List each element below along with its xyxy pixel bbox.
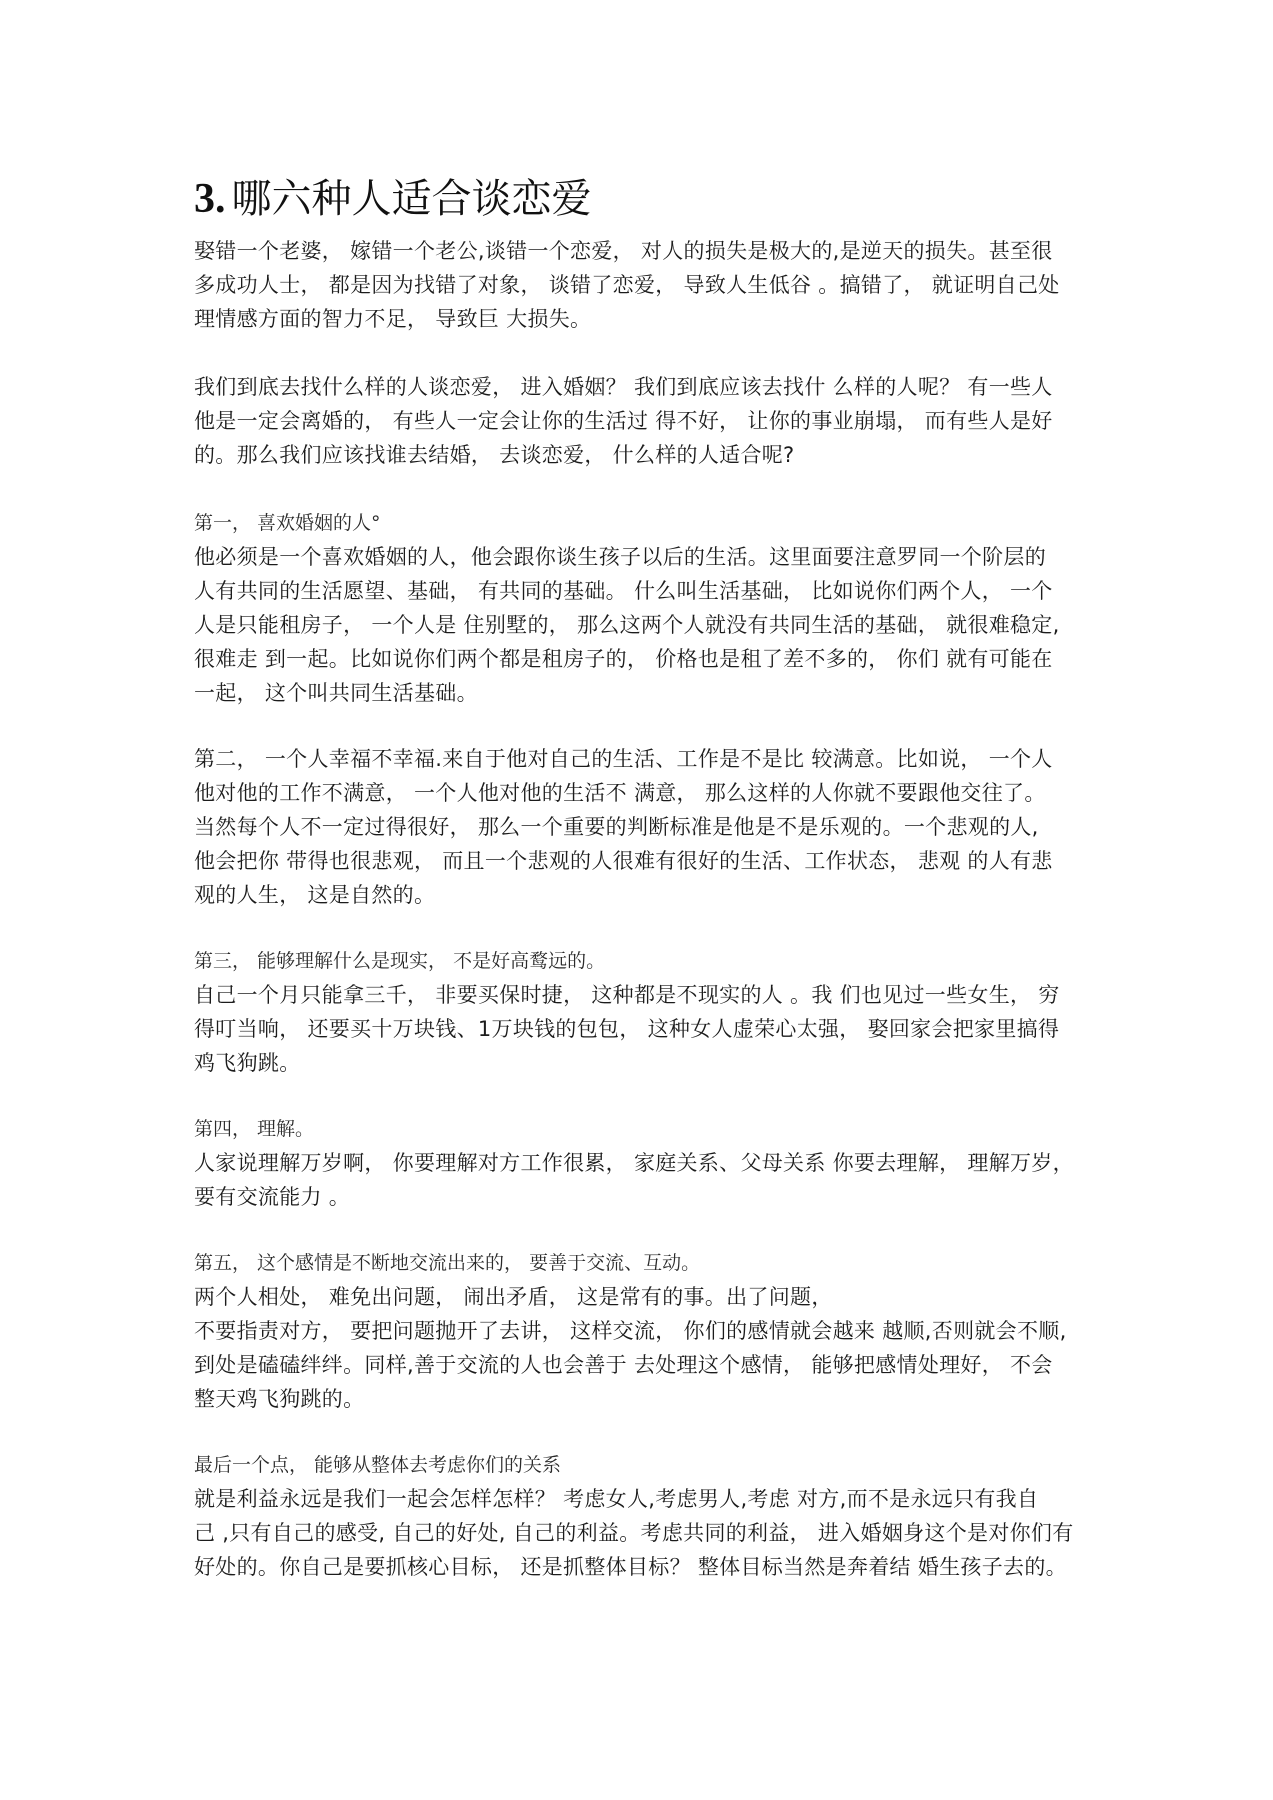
section-heading: 第五， 这个感情是不断地交流出来的， 要善于交流、互动。	[194, 1252, 701, 1274]
paragraph-line: 两个人相处， 难免出问题， 闹出矛盾， 这是常有的事。出了问题，	[194, 1285, 833, 1309]
paragraph-line: 鸡飞狗跳。	[194, 1051, 301, 1075]
section-body	[194, 742, 1094, 912]
paragraph-line: 得叮当响， 还要买十万块钱、1万块钱的包包， 这种女人虚荣心太强， 娶回家会把家里搞得	[194, 1017, 1060, 1041]
section-body	[194, 1482, 1094, 1584]
paragraph-line: 要有交流能力 。	[194, 1185, 351, 1209]
paragraph-line: 我们到底去找什么样的人谈恋爱， 进入婚姻？ 我们到底应该去找什 么样的人呢？ 有一些人	[194, 375, 1053, 399]
section-heading: 第一， 喜欢婚姻的人°	[194, 512, 381, 534]
section-body	[194, 978, 1094, 1080]
paragraph-line: 人是只能租房子， 一个人是 住别墅的， 那么这两个人就没有共同生活的基础， 就很难稳定,	[194, 613, 1060, 637]
section-body	[194, 1146, 1094, 1214]
title-number: 3.	[194, 176, 226, 222]
paragraph-line: 整天鸡飞狗跳的。	[194, 1387, 365, 1411]
paragraph-line: 人有共同的生活愿望、基础， 有共同的基础。 什么叫生活基础， 比如说你们两个人， 一个	[194, 579, 1053, 603]
question-paragraph	[194, 370, 1094, 472]
paragraph-line: 不要指责对方， 要把问题抛开了去讲， 这样交流， 你们的感情就会越来 越顺,否则就会不顺,	[194, 1319, 1067, 1343]
paragraph-line: 他是一定会离婚的， 有些人一定会让你的生活过 得不好， 让你的事业崩塌， 而有些人是好	[194, 409, 1053, 433]
page-title	[194, 168, 1094, 230]
section-fourth	[194, 1112, 1094, 1214]
paragraph-line: 很难走 到一起。比如说你们两个都是租房子的， 价格也是租了差不多的， 你们 就有可能在	[194, 647, 1053, 671]
section-last	[194, 1448, 1094, 1584]
paragraph-line: 人家说理解万岁啊， 你要理解对方工作很累， 家庭关系、父母关系 你要去理解， 理解万岁，	[194, 1151, 1074, 1175]
paragraph-line: 自己一个月只能拿三千， 非要买保时捷， 这种都是不现实的人 。我 们也见过一些女生， 穷	[194, 983, 1060, 1007]
section-second	[194, 742, 1094, 912]
section-third	[194, 944, 1094, 1080]
section-body	[194, 540, 1094, 710]
paragraph-line: 当然每个人不一定过得很好， 那么一个重要的判断标准是他是不是乐观的。一个悲观的人,	[194, 815, 1039, 839]
paragraph-line: 多成功人士， 都是因为找错了对象， 谈错了恋爱， 导致人生低谷 。搞错了， 就证明自己处	[194, 273, 1060, 297]
paragraph-line: 一起， 这个叫共同生活基础。	[194, 681, 478, 705]
section-heading: 第三， 能够理解什么是现实， 不是好高鹜远的。	[194, 950, 606, 972]
intro-paragraph	[194, 234, 1094, 336]
paragraph-line: 他必须是一个喜欢婚姻的人，他会跟你谈生孩子以后的生活。这里面要注意罗同一个阶层的	[194, 545, 1046, 569]
section-fifth	[194, 1246, 1094, 1416]
paragraph-line: 他会把你 带得也很悲观， 而且一个悲观的人很难有很好的生活、工作状态， 悲观 的人有悲	[194, 849, 1053, 873]
document-page	[194, 168, 1094, 1584]
section-heading: 第四， 理解。	[194, 1118, 315, 1140]
section-first	[194, 506, 1094, 710]
paragraph-line: 就是利益永远是我们一起会怎样怎样？ 考虑女人,考虑男人,考虑 对方,而不是永远只有我自	[194, 1487, 1039, 1511]
paragraph-line: 理情感方面的智力不足， 导致巨 大损失。	[194, 307, 592, 331]
title-text: 哪六种人适合谈恋爱	[231, 176, 592, 222]
paragraph-line: 好处的。你自己是要抓核心目标， 还是抓整体目标？ 整体目标当然是奔着结 婚生孩子去的。	[194, 1555, 1067, 1579]
paragraph-line: 第二， 一个人幸福不幸福.来自于他对自己的生活、工作是不是比 较满意。比如说， 一个人	[194, 747, 1053, 771]
paragraph-line: 他对他的工作不满意， 一个人他对他的生活不 满意， 那么这样的人你就不要跟他交往了。	[194, 781, 1046, 805]
section-body	[194, 1280, 1094, 1416]
paragraph-line: 己 ,只有自己的感受, 自己的好处, 自己的利益。考虑共同的利益， 进入婚姻身这个是对你们有	[194, 1521, 1074, 1545]
paragraph-line: 的。那么我们应该找谁去结婚， 去谈恋爱， 什么样的人适合呢?	[194, 443, 795, 467]
section-heading: 最后一个点， 能够从整体去考虑你们的关系	[194, 1454, 562, 1476]
paragraph-line: 到处是磕磕绊绊。同样,善于交流的人也会善于 去处理这个感情， 能够把感情处理好， 不会	[194, 1353, 1053, 1377]
paragraph-line: 娶错一个老婆， 嫁错一个老公,谈错一个恋爱， 对人的损失是极大的,是逆天的损失。甚至很	[194, 239, 1053, 263]
paragraph-line: 观的人生， 这是自然的。	[194, 883, 436, 907]
